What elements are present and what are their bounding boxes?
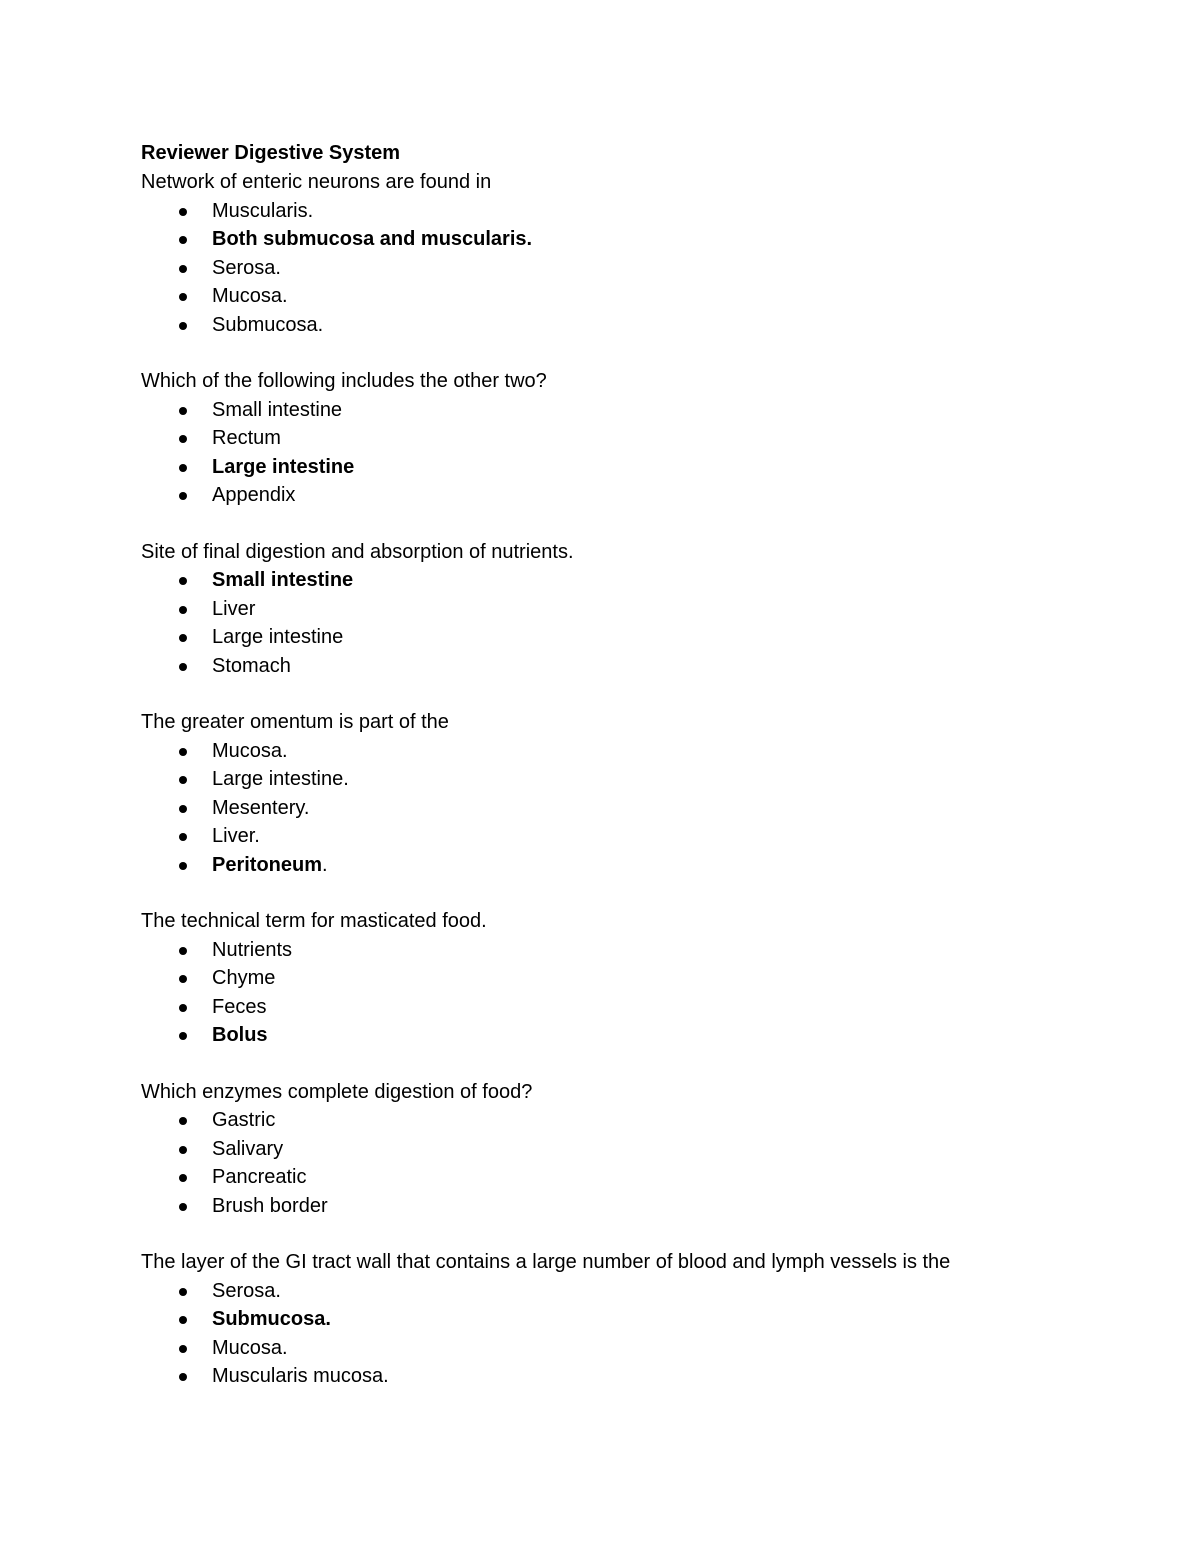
bullet-icon [179,1288,187,1296]
option-text: Brush border [212,1194,328,1217]
bullet-icon [179,322,187,330]
question-prompt: Which of the following includes the other two? [141,370,547,392]
answer-option [141,1135,1141,1164]
bullet-icon [179,1146,187,1154]
option-text: Muscularis. [212,199,314,222]
document-page [141,138,1141,1419]
document-title: Reviewer Digestive System [141,142,401,164]
question-block [141,168,1141,339]
answer-option [141,424,1141,453]
answer-option [141,282,1141,311]
answer-option-correct [141,1305,1141,1334]
bullet-icon [179,663,187,671]
option-text: Small intestine [212,569,354,591]
answer-option [141,1106,1141,1135]
answer-option [141,1362,1141,1391]
bullet-icon [179,1004,187,1012]
bullet-icon [179,862,187,870]
question-block [141,1248,1141,1391]
bullet-icon [179,1032,187,1040]
answer-option [141,993,1141,1022]
bullet-icon [179,208,187,216]
question-block [141,907,1141,1050]
answer-option [141,936,1141,965]
question-prompt: The greater omentum is part of the [141,711,449,733]
answer-options-list [141,1277,1141,1391]
question-prompt: The layer of the GI tract wall that contains a large number of blood and lymph vessels is the [141,1251,951,1273]
bullet-icon [179,1203,187,1211]
bullet-icon [179,805,187,813]
option-text: Salivary [212,1137,284,1160]
bullet-icon [179,606,187,614]
question-prompt: Network of enteric neurons are found in [141,171,492,193]
bullet-icon [179,634,187,642]
answer-option [141,822,1141,851]
option-trailing-punctuation: . [322,853,328,876]
answer-options-list [141,936,1141,1050]
bullet-icon [179,464,187,472]
option-text: Mucosa. [212,1336,288,1359]
answer-option [141,1163,1141,1192]
bullet-icon [179,833,187,841]
bullet-icon [179,1373,187,1381]
option-text: Nutrients [212,938,293,961]
option-text: Mucosa. [212,285,288,307]
answer-options-list [141,1106,1141,1220]
bullet-icon [179,776,187,784]
bullet-icon [179,1117,187,1125]
option-text: Gastric [212,1109,276,1131]
option-text: Feces [212,995,267,1018]
answer-options-list [141,197,1141,340]
answer-option [141,623,1141,652]
bullet-icon [179,407,187,415]
answer-option [141,481,1141,510]
option-text: Mucosa. [212,739,288,762]
bullet-icon [179,236,187,244]
question-prompt: The technical term for masticated food. [141,910,487,932]
bullet-icon [179,492,187,500]
bullet-icon [179,1316,187,1324]
answer-option [141,737,1141,766]
option-text: Large intestine. [212,768,349,790]
option-text: Pancreatic [212,1166,307,1188]
option-text: Rectum [212,427,281,449]
question-block [141,1078,1141,1221]
option-text: Serosa. [212,256,281,279]
option-text: Large intestine [212,455,355,478]
answer-option [141,1334,1141,1363]
answer-option [141,254,1141,283]
bullet-icon [179,435,187,443]
option-text: Small intestine [212,398,343,421]
answer-option-correct [141,225,1141,254]
answer-option [141,964,1141,993]
option-text: Chyme [212,967,276,989]
bullet-icon [179,947,187,955]
answer-option [141,311,1141,340]
option-text: Mesentery. [212,796,310,819]
answer-option [141,1192,1141,1221]
option-text: Serosa. [212,1279,281,1302]
question-block [141,367,1141,510]
answer-option [141,595,1141,624]
option-text: Submucosa. [212,1308,331,1330]
question-prompt: Site of final digestion and absorption of nutrients. [141,540,574,563]
option-text: Peritoneum [212,853,323,876]
answer-options-list [141,737,1141,880]
answer-option [141,794,1141,823]
option-text: Submucosa. [212,313,324,336]
answer-option-correct [141,851,1141,880]
question-prompt: Which enzymes complete digestion of food? [141,1080,533,1103]
bullet-icon [179,1345,187,1353]
option-text: Bolus [212,1024,268,1046]
answer-option-correct [141,453,1141,482]
answer-option [141,197,1141,226]
bullet-icon [179,577,187,585]
answer-options-list [141,566,1141,680]
answer-option [141,1277,1141,1306]
answer-option-correct [141,566,1141,595]
bullet-icon [179,265,187,273]
option-text: Stomach [212,654,291,677]
option-text: Muscularis mucosa. [212,1365,389,1387]
answer-option [141,765,1141,794]
option-text: Liver [212,597,256,620]
option-text: Large intestine [212,626,344,648]
answer-options-list [141,396,1141,510]
bullet-icon [179,1174,187,1182]
option-text: Liver. [212,825,260,847]
question-block [141,538,1141,681]
option-text: Both submucosa and muscularis. [212,228,533,250]
answer-option [141,396,1141,425]
question-list [141,168,1141,1391]
answer-option-correct [141,1021,1141,1050]
option-text: Appendix [212,484,296,506]
bullet-icon [179,975,187,983]
answer-option [141,652,1141,681]
question-block [141,708,1141,879]
bullet-icon [179,293,187,301]
bullet-icon [179,748,187,756]
